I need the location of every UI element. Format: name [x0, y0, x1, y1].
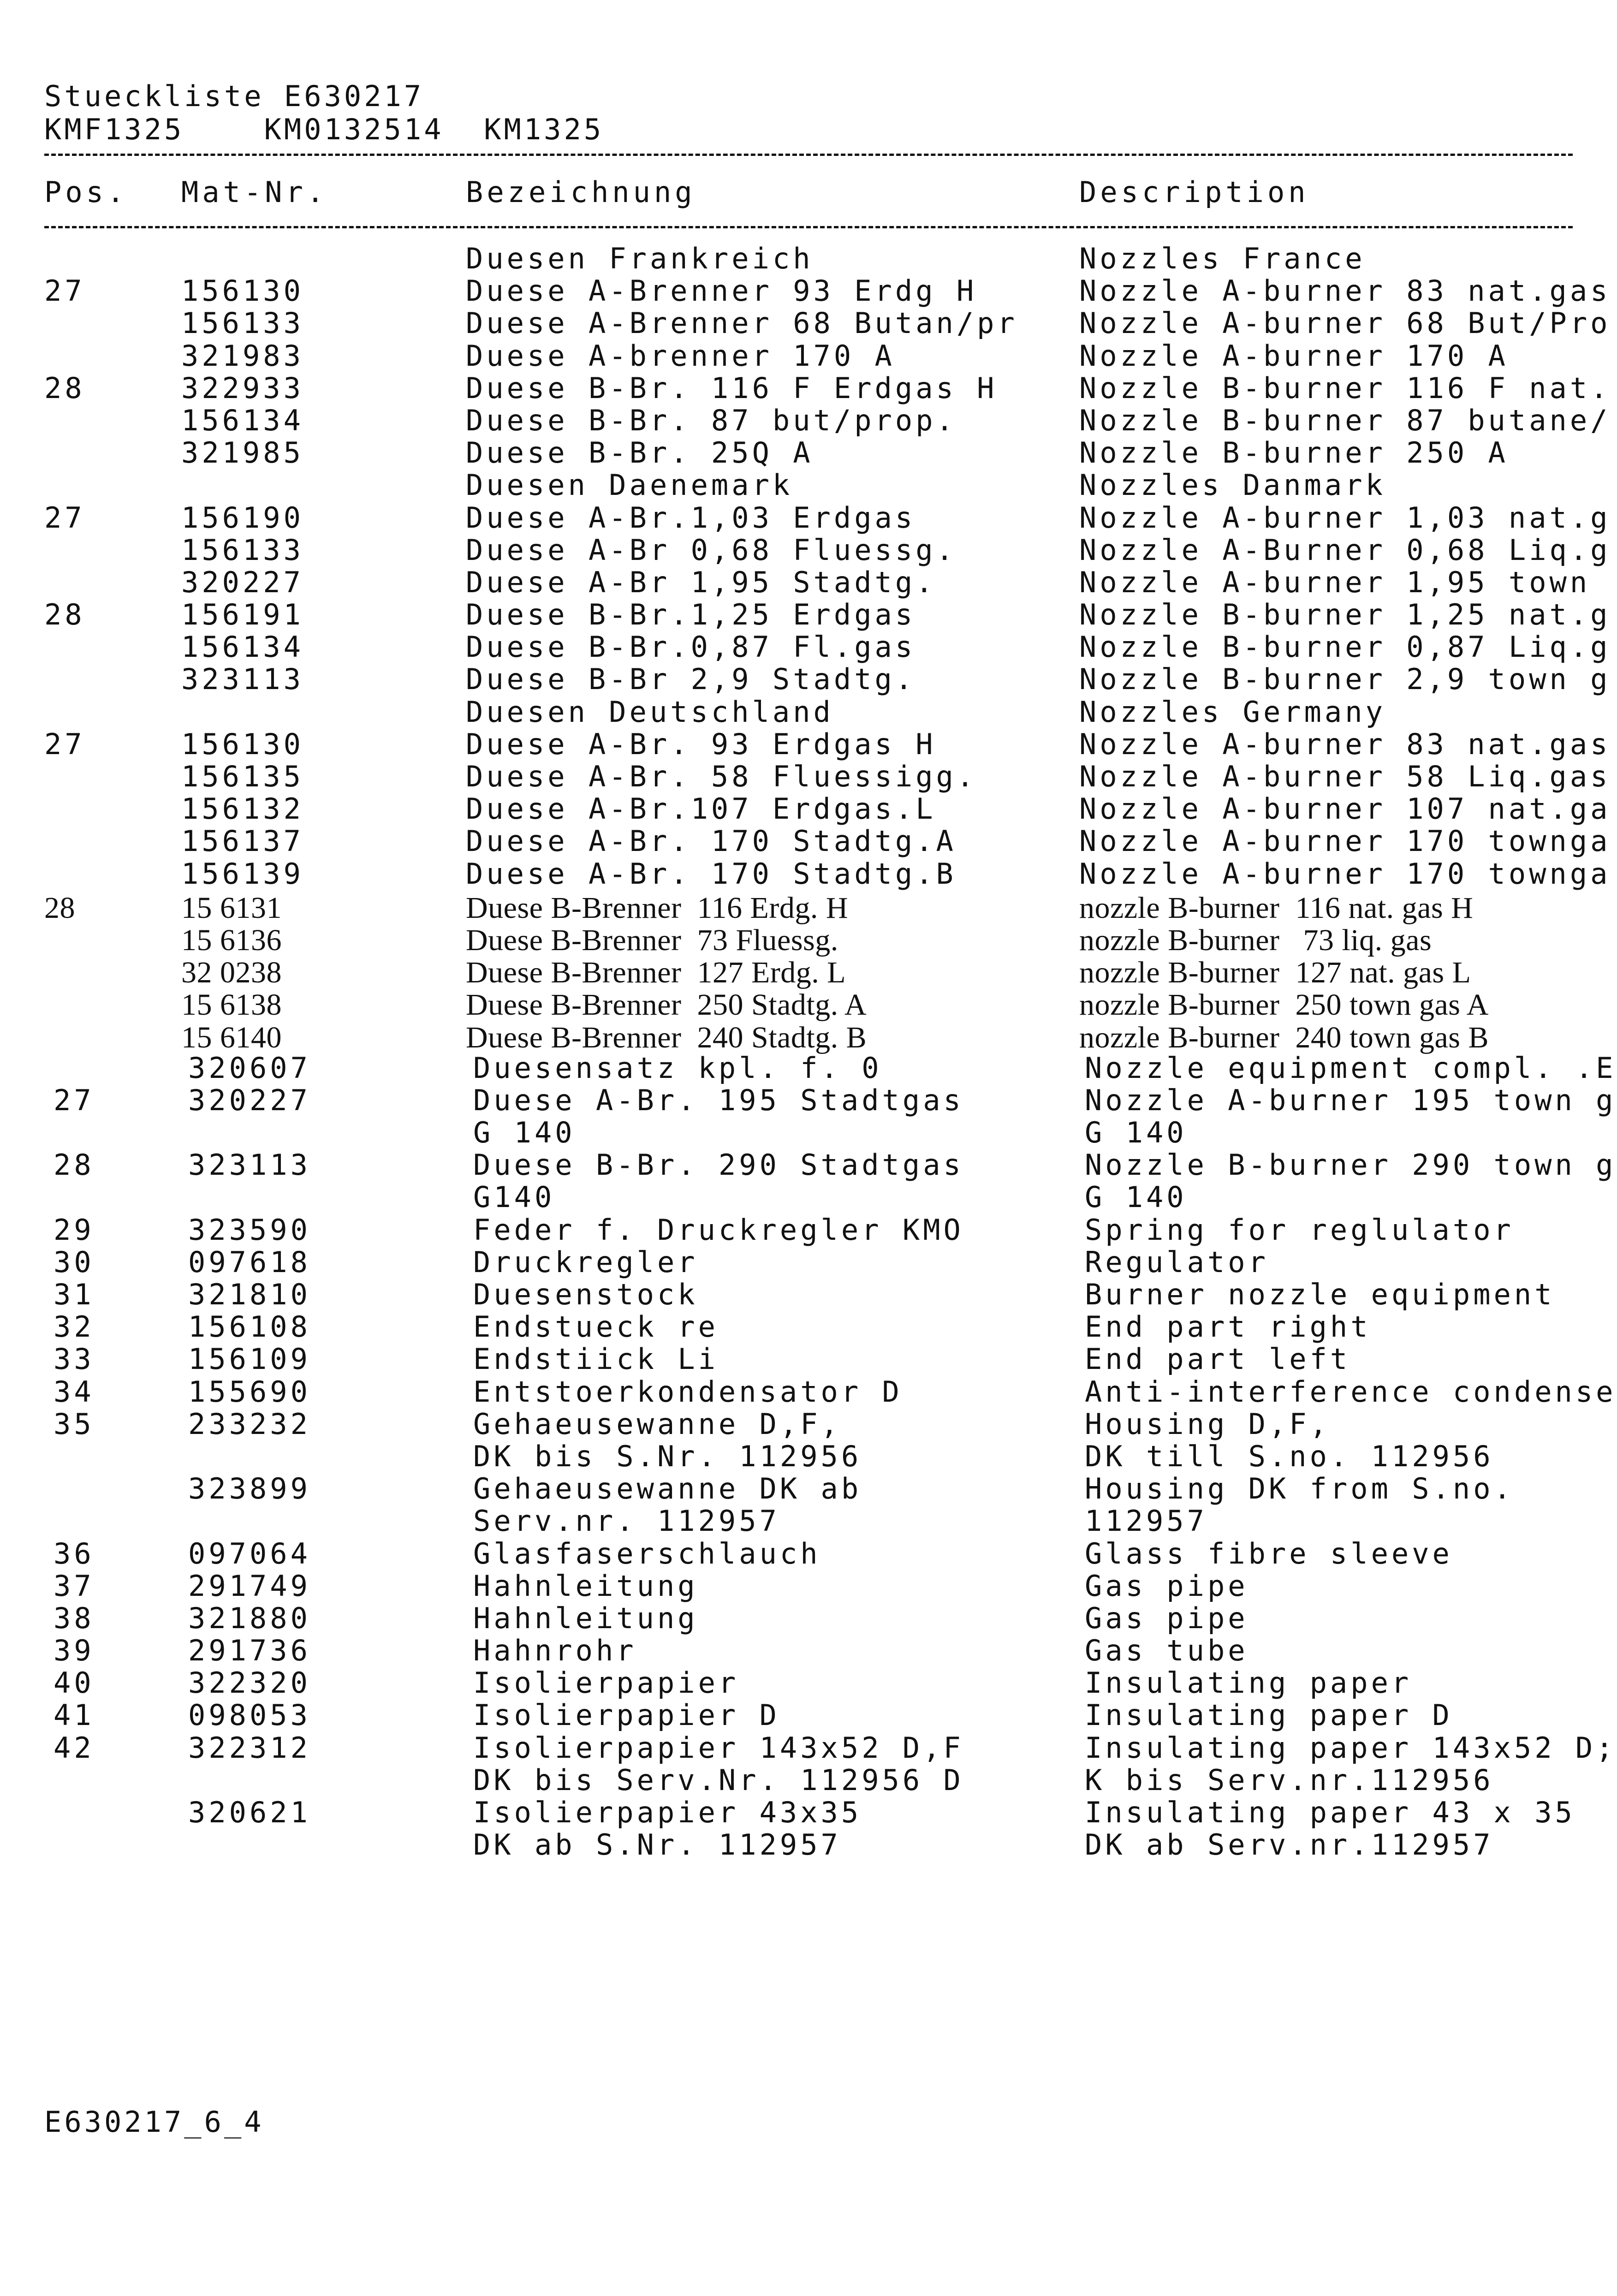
cell-bezeichnung: Duese A-Br. 93 Erdgas H	[466, 727, 936, 761]
cell-description: Nozzles Danmark	[1079, 468, 1386, 502]
cell-matnr: 321983	[181, 339, 304, 373]
cell-description: Nozzle A-burner 107 nat.ga	[1079, 792, 1611, 826]
cell-description: Insulating paper 143x52 D;	[1085, 1731, 1617, 1765]
cell-matnr: 156133	[181, 533, 304, 567]
cell-matnr: 322312	[188, 1731, 311, 1765]
cell-bezeichnung: Feder f. Druckregler KMO	[473, 1213, 964, 1247]
cell-matnr: 291736	[188, 1634, 311, 1668]
cell-pos: 39	[54, 1634, 95, 1668]
cell-matnr: 156191	[181, 598, 304, 632]
table-row	[0, 630, 1617, 665]
table-row	[0, 1536, 1617, 1572]
cell-bezeichnung: Duese A-Br. 170 Stadtg.A	[466, 824, 957, 858]
column-header-matnr: Mat-Nr.	[181, 175, 328, 209]
cell-description: Nozzle A-burner 83 nat.gas	[1079, 727, 1611, 761]
table-row	[0, 306, 1617, 341]
cell-description: Nozzles France	[1079, 242, 1366, 275]
cell-description: 112957	[1085, 1504, 1207, 1538]
cell-matnr: 097618	[188, 1245, 311, 1279]
cell-matnr: 320227	[188, 1083, 311, 1117]
cell-pos: 28	[44, 598, 85, 632]
cell-bezeichnung: G 140	[473, 1116, 576, 1150]
cell-bezeichnung: DK bis Serv.Nr. 112956 D	[473, 1763, 964, 1797]
table-row	[0, 1148, 1617, 1183]
column-header-description: Description	[1079, 175, 1309, 209]
cell-description: End part right	[1085, 1310, 1371, 1344]
cell-pos: 27	[44, 500, 85, 535]
cell-bezeichnung: Duese A-Br. 58 Fluessigg.	[466, 760, 977, 793]
cell-description: Nozzle A-burner 170 townga	[1079, 824, 1611, 858]
table-row	[0, 1342, 1617, 1377]
cell-bezeichnung: Duesenstock	[473, 1278, 698, 1311]
table-row	[0, 1213, 1617, 1248]
cell-matnr: 321810	[188, 1278, 311, 1311]
cell-pos: 32	[54, 1310, 95, 1344]
cell-description: Nozzle B-burner 116 F nat.	[1079, 371, 1611, 405]
cell-bezeichnung: Duese B-Br. 25Q A	[466, 436, 814, 470]
table-row	[0, 1828, 1617, 1863]
cell-bezeichnung: Duese A-Br 0,68 Fluessg.	[466, 533, 957, 567]
cell-description: Gas pipe	[1085, 1601, 1248, 1635]
table-row	[0, 1504, 1617, 1539]
cell-description: DK ab Serv.nr.112957	[1085, 1828, 1494, 1862]
cell-description: Nozzle A-burner 170 townga	[1079, 857, 1611, 891]
table-row	[0, 371, 1617, 406]
table-row	[0, 957, 1617, 989]
cell-description: Nozzle B-burner 2,9 town g	[1079, 662, 1611, 696]
cell-bezeichnung: Duese B-Br. 290 Stadtgas	[473, 1148, 964, 1182]
cell-bezeichnung: Duese B-Brenner 240 Stadtg. B	[466, 1020, 867, 1054]
cell-pos: 42	[54, 1731, 95, 1765]
table-row	[0, 989, 1617, 1021]
cell-matnr: 097064	[188, 1536, 311, 1570]
table-row	[0, 1698, 1617, 1733]
cell-bezeichnung: Isolierpapier D	[473, 1698, 780, 1732]
cell-description: Insulating paper 43 x 35	[1085, 1796, 1575, 1829]
cell-bezeichnung: DK bis S.Nr. 112956	[473, 1439, 862, 1473]
cell-matnr: 15 6131	[181, 891, 282, 925]
cell-description: Gas tube	[1085, 1634, 1248, 1668]
cell-description: Nozzle B-burner 87 butane/	[1079, 403, 1611, 437]
cell-bezeichnung: Hahnleitung	[473, 1601, 698, 1635]
cell-matnr: 156134	[181, 403, 304, 437]
cell-matnr: 15 6136	[181, 923, 282, 957]
cell-pos: 37	[54, 1569, 95, 1603]
cell-bezeichnung: Duesen Daenemark	[466, 468, 793, 502]
table-row	[0, 1118, 1617, 1151]
table-row	[0, 1180, 1617, 1215]
parts-table	[0, 244, 1617, 1863]
header-rule-bottom	[44, 226, 1573, 228]
table-row	[0, 727, 1617, 762]
cell-matnr: 156130	[181, 727, 304, 761]
cell-description: Insulating paper	[1085, 1666, 1412, 1700]
cell-description: Nozzle A-Burner 0,68 Liq.g	[1079, 533, 1611, 567]
cell-pos: 29	[54, 1213, 95, 1247]
cell-bezeichnung: Duese A-Br.107 Erdgas.L	[466, 792, 936, 826]
cell-matnr: 156132	[181, 792, 304, 826]
cell-pos: 28	[44, 891, 75, 925]
column-header-pos: Pos.	[44, 175, 128, 209]
cell-bezeichnung: Duesensatz kpl. f. 0	[473, 1051, 882, 1085]
table-row	[0, 500, 1617, 536]
cell-pos: 31	[54, 1278, 95, 1311]
cell-matnr: 323113	[188, 1148, 311, 1182]
cell-bezeichnung: Duese B-Br. 87 but/prop.	[466, 403, 957, 437]
table-row	[0, 892, 1617, 924]
table-row	[0, 1763, 1617, 1798]
cell-matnr: 15 6138	[181, 988, 282, 1022]
cell-matnr: 156139	[181, 857, 304, 891]
cell-bezeichnung: Duese B-Br 2,9 Stadtg.	[466, 662, 916, 696]
cell-bezeichnung: Duesen Deutschland	[466, 695, 834, 729]
table-row	[0, 436, 1617, 471]
table-row	[0, 695, 1617, 730]
cell-description: Nozzle A-burner 195 town g	[1085, 1083, 1617, 1117]
cell-description: G 140	[1085, 1116, 1187, 1150]
table-row	[0, 533, 1617, 568]
table-row	[0, 762, 1617, 795]
cell-bezeichnung: Duese B-Brenner 127 Erdg. L	[466, 956, 846, 990]
cell-bezeichnung: Duese A-Br 1,95 Stadtg.	[466, 565, 936, 599]
cell-pos: 28	[44, 371, 85, 405]
cell-bezeichnung: Gehaeusewanne D,F,	[473, 1407, 841, 1441]
cell-description: Glass fibre sleeve	[1085, 1536, 1453, 1570]
cell-matnr: 156190	[181, 500, 304, 535]
cell-bezeichnung: Duese B-Br.0,87 Fl.gas	[466, 630, 916, 664]
cell-pos: 27	[44, 274, 85, 308]
table-row	[0, 857, 1617, 892]
cell-bezeichnung: Gehaeusewanne DK ab	[473, 1472, 862, 1506]
cell-bezeichnung: Druckregler	[473, 1245, 698, 1279]
cell-matnr: 32 0238	[181, 956, 282, 990]
table-row	[0, 1666, 1617, 1701]
table-row	[0, 274, 1617, 309]
cell-bezeichnung: Duese B-Br. 116 F Erdgas H	[466, 371, 998, 405]
cell-pos: 33	[54, 1342, 95, 1376]
cell-bezeichnung: Hahnrohr	[473, 1634, 637, 1668]
cell-bezeichnung: Isolierpapier 143x52 D,F	[473, 1731, 964, 1765]
cell-bezeichnung: Endstiick Li	[473, 1342, 719, 1376]
cell-matnr: 322320	[188, 1666, 311, 1700]
cell-description: nozzle B-burner 250 town gas A	[1079, 988, 1489, 1022]
cell-description: Nozzle equipment compl. .E	[1085, 1051, 1617, 1085]
cell-matnr: 156137	[181, 824, 304, 858]
cell-bezeichnung: Duese A-Br. 170 Stadtg.B	[466, 857, 957, 891]
cell-matnr: 321985	[181, 436, 304, 470]
cell-matnr: 320607	[188, 1051, 311, 1085]
cell-bezeichnung: Duese B-Brenner 73 Fluessg.	[466, 923, 838, 957]
cell-description: Insulating paper D	[1085, 1698, 1453, 1732]
table-row	[0, 1731, 1617, 1766]
table-row	[0, 824, 1617, 859]
page-footer-code: E630217_6_4	[44, 2105, 264, 2139]
cell-pos: 40	[54, 1666, 95, 1700]
table-row	[0, 244, 1617, 277]
cell-matnr: 320621	[188, 1796, 311, 1829]
cell-pos: 36	[54, 1536, 95, 1570]
cell-description: Housing DK from S.no.	[1085, 1472, 1514, 1506]
cell-bezeichnung: DK ab S.Nr. 112957	[473, 1828, 841, 1862]
cell-bezeichnung: Duesen Frankreich	[466, 242, 814, 275]
table-row	[0, 662, 1617, 697]
cell-matnr: 156109	[188, 1342, 311, 1376]
table-row	[0, 339, 1617, 374]
cell-description: Housing D,F,	[1085, 1407, 1330, 1441]
cell-description: End part left	[1085, 1342, 1351, 1376]
cell-description: Gas pipe	[1085, 1569, 1248, 1603]
cell-description: Nozzle A-burner 1,95 town	[1079, 565, 1591, 599]
cell-matnr: 323590	[188, 1213, 311, 1247]
cell-description: Nozzle B-burner 290 town g	[1085, 1148, 1617, 1182]
cell-matnr: 321880	[188, 1601, 311, 1635]
cell-matnr: 156135	[181, 760, 304, 793]
cell-description: nozzle B-burner 240 town gas B	[1079, 1020, 1489, 1054]
cell-pos: 30	[54, 1245, 95, 1279]
column-header-bezeichnung: Bezeichnung	[466, 175, 696, 209]
cell-description: DK till S.no. 112956	[1085, 1439, 1494, 1473]
table-row	[0, 1245, 1617, 1280]
cell-description: Spring for reglulator	[1085, 1213, 1514, 1247]
cell-matnr: 156108	[188, 1310, 311, 1344]
cell-description: nozzle B-burner 127 nat. gas L	[1079, 956, 1471, 990]
cell-description: Nozzle A-burner 83 nat.gas	[1079, 274, 1611, 308]
cell-description: nozzle B-burner 116 nat. gas H	[1079, 891, 1474, 925]
cell-description: Nozzle B-burner 0,87 Liq.g	[1079, 630, 1611, 664]
cell-description: G 140	[1085, 1180, 1187, 1214]
cell-description: Nozzle A-burner 1,03 nat.g	[1079, 500, 1611, 535]
cell-description: Burner nozzle equipment	[1085, 1278, 1555, 1311]
table-row	[0, 403, 1617, 439]
cell-matnr: 156134	[181, 630, 304, 664]
table-row	[0, 1022, 1617, 1054]
cell-matnr: 156130	[181, 274, 304, 308]
cell-pos: 34	[54, 1374, 95, 1409]
cell-description: Regulator	[1085, 1245, 1269, 1279]
cell-pos: 27	[54, 1083, 95, 1117]
cell-bezeichnung: Duese A-Brenner 93 Erdg H	[466, 274, 977, 308]
table-row	[0, 1569, 1617, 1604]
cell-bezeichnung: Duese A-Br.1,03 Erdgas	[466, 500, 916, 535]
cell-description: Anti-interference condense	[1085, 1374, 1617, 1409]
cell-bezeichnung: Duese A-Brenner 68 Butan/pr	[466, 306, 1018, 340]
table-row	[0, 1636, 1617, 1669]
cell-description: Nozzle A-burner 58 Liq.gas	[1079, 760, 1611, 793]
cell-description: nozzle B-burner 73 liq. gas	[1079, 923, 1432, 957]
cell-matnr: 322933	[181, 371, 304, 405]
cell-bezeichnung: Glasfaserschlauch	[473, 1536, 821, 1570]
cell-bezeichnung: Isolierpapier 43x35	[473, 1796, 862, 1829]
table-row	[0, 1439, 1617, 1475]
cell-bezeichnung: Hahnleitung	[473, 1569, 698, 1603]
cell-bezeichnung: Isolierpapier	[473, 1666, 739, 1700]
header-rule-top	[44, 154, 1573, 156]
cell-bezeichnung: Duese B-Brenner 116 Erdg. H	[466, 891, 849, 925]
cell-pos: 35	[54, 1407, 95, 1441]
table-row	[0, 924, 1617, 957]
table-row	[0, 1280, 1617, 1313]
cell-pos: 41	[54, 1698, 95, 1732]
cell-description: K bis Serv.nr.112956	[1085, 1763, 1494, 1797]
cell-matnr: 323899	[188, 1472, 311, 1506]
table-row	[0, 1798, 1617, 1831]
cell-description: Nozzle B-burner 250 A	[1079, 436, 1509, 470]
table-row	[0, 1051, 1617, 1086]
table-row	[0, 1407, 1617, 1442]
cell-description: Nozzles Germany	[1079, 695, 1386, 729]
cell-bezeichnung: Entstoerkondensator D	[473, 1374, 903, 1409]
cell-matnr: 320227	[181, 565, 304, 599]
cell-matnr: 291749	[188, 1569, 311, 1603]
cell-bezeichnung: Endstueck re	[473, 1310, 719, 1344]
document-title: Stueckliste E630217	[44, 79, 424, 113]
cell-bezeichnung: Duese B-Brenner 250 Stadtg. A	[466, 988, 867, 1022]
cell-matnr: 233232	[188, 1407, 311, 1441]
cell-pos: 28	[54, 1148, 95, 1182]
cell-pos: 27	[44, 727, 85, 761]
cell-matnr: 098053	[188, 1698, 311, 1732]
cell-matnr: 155690	[188, 1374, 311, 1409]
cell-pos: 38	[54, 1601, 95, 1635]
table-row	[0, 1374, 1617, 1410]
model-numbers: KMF1325 KM0132514 KM1325	[44, 113, 604, 146]
table-row	[0, 1083, 1617, 1118]
cell-bezeichnung: Duese B-Br.1,25 Erdgas	[466, 598, 916, 632]
cell-bezeichnung: G140	[473, 1180, 555, 1214]
table-row	[0, 565, 1617, 601]
table-row	[0, 1472, 1617, 1507]
table-row	[0, 598, 1617, 633]
cell-matnr: 323113	[181, 662, 304, 696]
cell-description: Nozzle A-burner 68 But/Pro	[1079, 306, 1611, 340]
cell-description: Nozzle A-burner 170 A	[1079, 339, 1509, 373]
table-row	[0, 792, 1617, 827]
cell-description: Nozzle B-burner 1,25 nat.g	[1079, 598, 1611, 632]
table-row	[0, 1310, 1617, 1345]
table-row	[0, 468, 1617, 503]
cell-matnr: 156133	[181, 306, 304, 340]
table-row	[0, 1601, 1617, 1636]
cell-bezeichnung: Duese A-Br. 195 Stadtgas	[473, 1083, 964, 1117]
cell-bezeichnung: Serv.nr. 112957	[473, 1504, 780, 1538]
cell-bezeichnung: Duese A-brenner 170 A	[466, 339, 895, 373]
cell-matnr: 15 6140	[181, 1020, 282, 1054]
